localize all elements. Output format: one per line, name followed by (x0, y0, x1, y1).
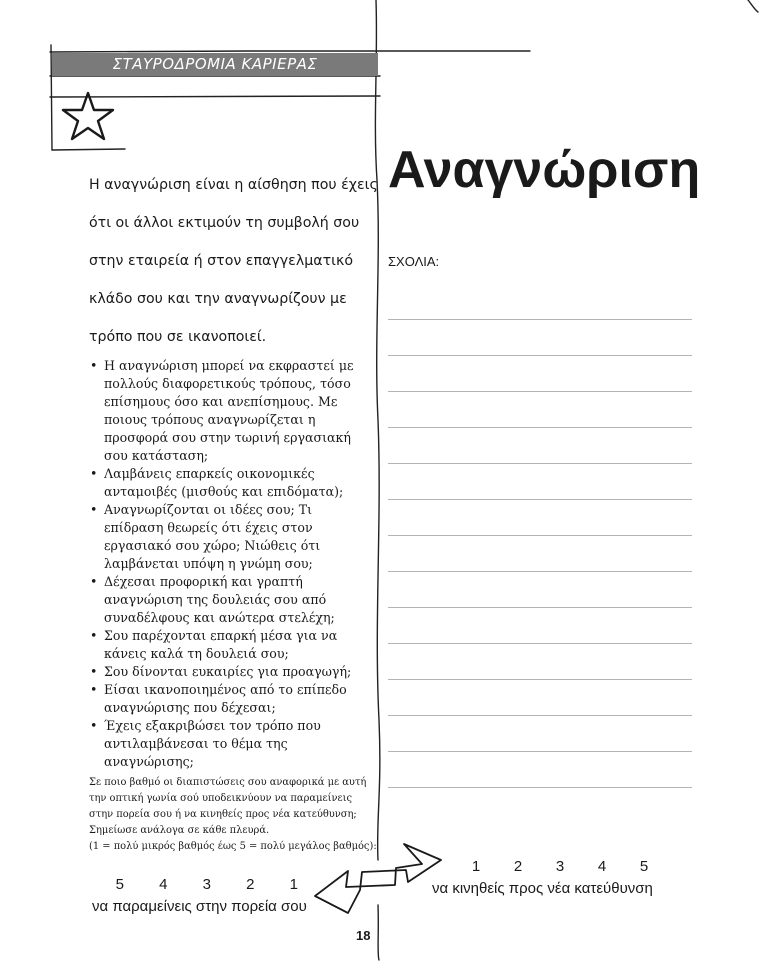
star-icon (58, 88, 118, 144)
scale-number[interactable]: 5 (115, 876, 124, 893)
notes-writing-line[interactable] (388, 535, 692, 536)
scale-left-caption: να παραμείνεις στην πορεία σου (92, 898, 307, 915)
notes-writing-line[interactable] (388, 319, 692, 320)
scale-left-numbers (98, 876, 316, 893)
question-text: Σε ποιο βαθμό οι διαπιστώσεις σου αναφορικά με αυτή την οπτική γωνία σού υποδεικνύουν να παραμείνεις στην πορεία σου ή να κινηθείς προς νέα κατεύθυνση; Σημείωσε ανάλογα σε κάθε πλευρά. (89, 777, 367, 836)
notes-label: ΣΧΟΛΙΑ: (388, 254, 440, 269)
bullet-item: • Η αναγνώριση μπορεί να εκφραστεί με πολλούς διαφορετικούς τρόπους, τόσο επίσημους όσο και ανεπίσημους. Με ποιους τρόπους αναγνωρίζεται η προσφορά σου στην τωρινή εργασιακή σου κατάσταση; (90, 357, 372, 465)
intro-paragraph (89, 166, 378, 356)
notes-writing-line[interactable] (388, 463, 692, 464)
double-arrow-icon (300, 838, 450, 918)
section-title: ΣΤΑΥΡΟΔΡΟΜΙΑ ΚΑΡΙΕΡΑΣ (112, 55, 318, 73)
intro-line: κλάδο σου και την αναγνωρίζουν με (89, 291, 347, 307)
intro-line: ότι οι άλλοι εκτιμούν τη συμβολή σου (89, 215, 360, 231)
scale-number[interactable]: 1 (471, 858, 481, 875)
notes-writing-line[interactable] (388, 355, 692, 356)
scale-note: (1 = πολύ μικρός βαθμός έως 5 = πολύ μεγάλος βαθμός): (89, 841, 377, 852)
scale-number[interactable]: 5 (639, 858, 649, 875)
bullet-item: • Έχεις εξακριβώσει τον τρόπο που αντιλαμβάνεσαι το θέμα της αναγνώρισης; (90, 717, 372, 771)
intro-line: τρόπο που σε ικανοποιεί. (89, 329, 267, 345)
scale-number[interactable]: 1 (289, 876, 298, 893)
scale-right-caption: να κινηθείς προς νέα κατεύθυνση (432, 880, 653, 897)
notes-writing-line[interactable] (388, 643, 692, 644)
page-title: Αναγνώριση (388, 141, 701, 199)
notes-writing-line[interactable] (388, 679, 692, 680)
scale-number[interactable]: 3 (555, 858, 565, 875)
intro-line: στην εταιρεία ή στον επαγγελματικό (89, 253, 353, 269)
bullet-item: • Σου δίνονται ευκαιρίες για προαγωγή; (90, 663, 372, 681)
notes-writing-line[interactable] (388, 751, 692, 752)
notes-writing-line[interactable] (388, 571, 692, 572)
scale-number[interactable]: 2 (513, 858, 523, 875)
intro-line: Η αναγνώριση είναι η αίσθηση που έχεις (89, 177, 378, 193)
notes-writing-line[interactable] (388, 391, 692, 392)
scale-number[interactable]: 3 (202, 876, 211, 893)
notes-writing-line[interactable] (388, 787, 692, 788)
bullet-item: • Λαμβάνεις επαρκείς οικονομικές ανταμοιβές (μισθούς και επιδόματα); (90, 465, 372, 501)
scale-number[interactable]: 2 (246, 876, 255, 893)
scale-number[interactable]: 4 (597, 858, 607, 875)
bullet-item: • Αναγνωρίζονται οι ιδέες σου; Τι επίδραση θεωρείς ότι έχεις στον εργασιακό σου χώρο; Νιώθεις ότι λαμβάνεται υπόψη η γνώμη σου; (90, 501, 372, 573)
notes-writing-line[interactable] (388, 427, 692, 428)
notes-writing-line[interactable] (388, 715, 692, 716)
bullet-item: • Σου παρέχονται επαρκή μέσα για να κάνεις καλά τη δουλειά σου; (90, 627, 372, 663)
notes-writing-line[interactable] (388, 607, 692, 608)
scale-right-numbers (455, 858, 665, 875)
notes-writing-line[interactable] (388, 499, 692, 500)
scale-number[interactable]: 4 (159, 876, 168, 893)
bullet-item: • Είσαι ικανοποιημένος από το επίπεδο αναγνώρισης που δέχεσαι; (90, 681, 372, 717)
bullet-item: • Δέχεσαι προφορική και γραπτή αναγνώριση της δουλειάς σου από συναδέλφους και ανώτερα στελέχη; (90, 573, 372, 627)
bullet-list (90, 357, 372, 771)
page-number: 18 (356, 928, 371, 943)
